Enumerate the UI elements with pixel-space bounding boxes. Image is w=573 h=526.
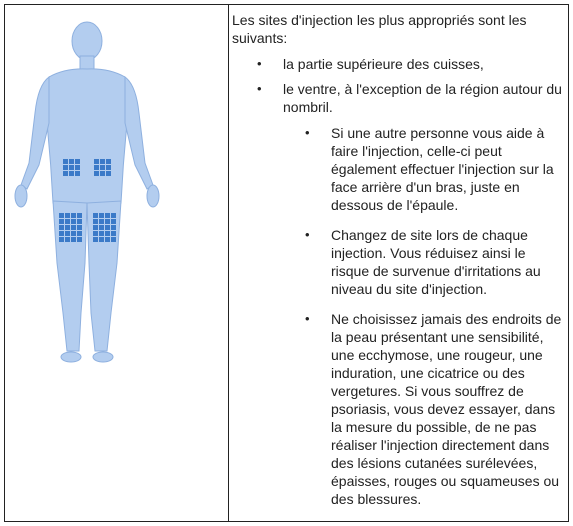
site-item: • la partie supérieure des cuisses, [232,55,564,73]
note-item: • Si une autre personne vous aide à faire l'injection, celle-ci peut également effectuer l'injection sur la face arrière d'un bras, juste en dessous de l'épaule. [232,124,564,214]
column-divider [228,5,229,521]
body-back-illustration [5,13,228,373]
injection-site-upper-left [63,159,80,176]
intro-text: Les sites d'injection les plus appropriés sont les suivants: [232,12,527,46]
info-table [4,4,569,522]
human-silhouette [15,22,159,362]
note-item: • Changez de site lors de chaque injection. Vous réduisez ainsi le risque de survenue d'irritations au niveau du site d'injection. [232,226,564,298]
note-item: • Ne choisissez jamais des endroits de la peau présentant une sensibilité, une ecchymose, une rougeur, une induration, une cicatrice ou des vergetures. Si vous souffrez de psoriasis, vous devez essayer, dans la mesure du possible, de ne pas réaliser l'injection directement dans des lésions cutanées surélevées, épaisses, rouges ou squameuses ou des blessures. [232,310,564,508]
injection-site-upper-right [94,159,111,176]
notes-list [232,124,564,508]
instructions-cell [232,11,564,520]
site-item: • le ventre, à l'exception de la région autour du nombril. [232,80,564,116]
body-figure-cell [5,5,228,521]
site-list [232,55,564,116]
